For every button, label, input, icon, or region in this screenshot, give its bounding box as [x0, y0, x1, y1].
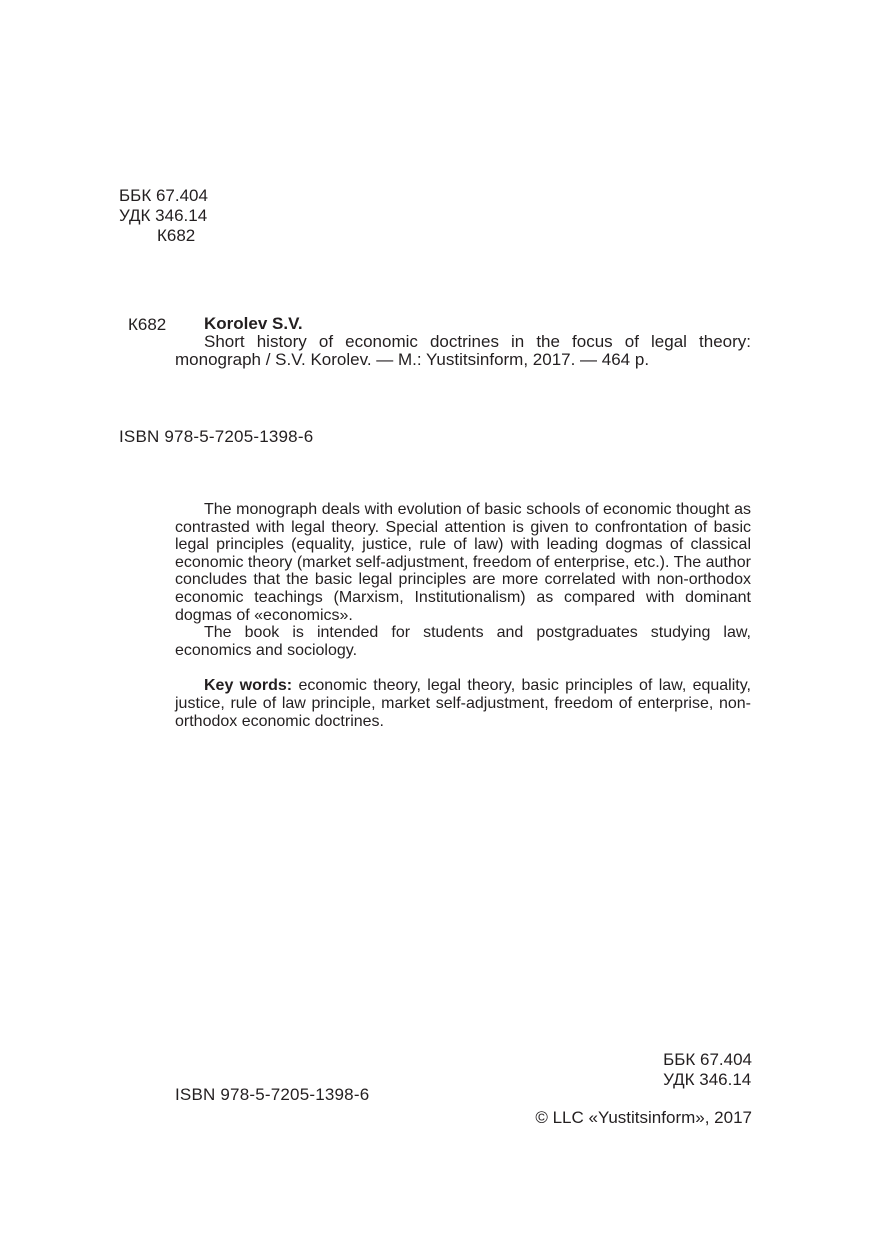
keywords-text: economic theory, legal theory, basic principles of law, equality, justice, rule of law principle, market self-adjustment, freedom of enterprise, non-orthodox economic doctrines. — [175, 677, 751, 730]
bbk-code: ББК 67.404 — [119, 186, 208, 205]
entry-description: Short history of economic doctrines in the focus of legal theory: monograph / S.V. Korolev. — M.: Yustitsinform, 2017. — 464 p. — [175, 332, 751, 369]
keywords-label: Key words: — [204, 677, 293, 695]
entry-author: Korolev S.V. — [204, 314, 303, 333]
bibliographic-entry — [175, 315, 751, 369]
isbn-bottom: ISBN 978-5-7205-1398-6 — [175, 1085, 370, 1104]
abstract-paragraph-1: The monograph deals with evolution of basic schools of economic thought as contrasted with legal theory. Special attention is given to confrontation of basic legal principles (equality, justice, rule of law) with leading dogmas of classical economic theory (market self-adjustment, freedom of enterprise, etc.). The author concludes that the basic legal principles are more correlated with non-orthodox economic teachings (Marxism, Institutionalism) as compared with dominant dogmas of «economics». — [175, 501, 751, 624]
isbn-top: ISBN 978-5-7205-1398-6 — [119, 427, 314, 446]
copyright-notice: © LLC «Yustitsinform», 2017 — [535, 1108, 752, 1127]
abstract — [175, 501, 751, 730]
udk-code: УДК 346.14 — [119, 206, 208, 225]
abstract-paragraph-2: The book is intended for students and postgraduates studying law, economics and sociology. — [175, 624, 751, 659]
author-mark: К682 — [157, 226, 196, 245]
classification-codes-top — [119, 186, 208, 246]
udk-code-bottom: УДК 346.14 — [663, 1070, 752, 1089]
classification-codes-bottom — [663, 1050, 752, 1090]
entry-author-mark: К682 — [128, 315, 167, 334]
keywords-paragraph — [175, 677, 751, 730]
bbk-code-bottom: ББК 67.404 — [663, 1050, 752, 1069]
